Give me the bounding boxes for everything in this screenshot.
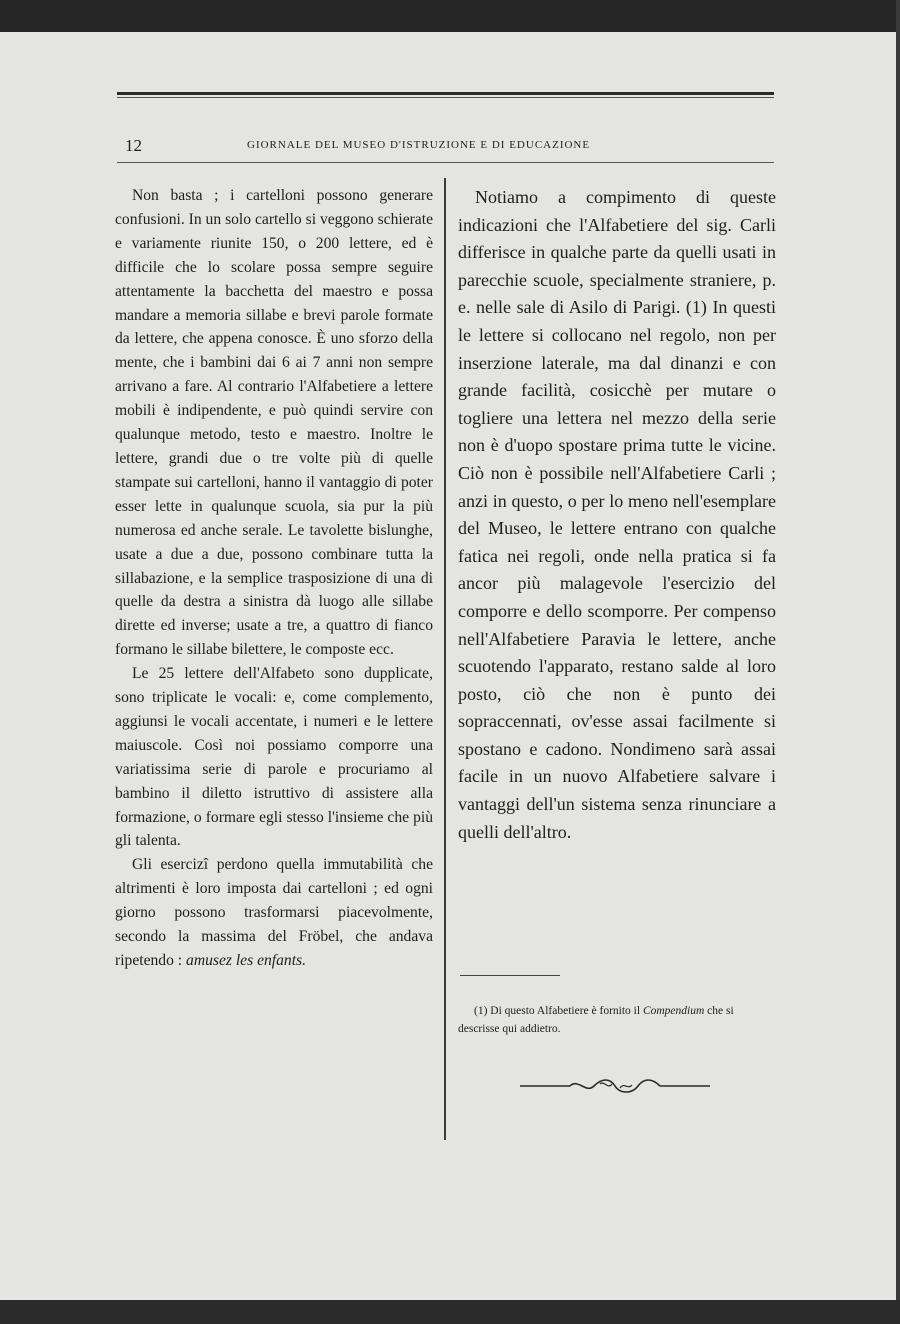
footnote-text: (1) Di questo Alfabetiere è fornito il — [474, 1005, 643, 1017]
header-rule-thin — [117, 97, 774, 98]
ornament-divider-icon — [520, 1076, 710, 1096]
left-paragraph-3 — [115, 853, 433, 973]
left-paragraph-3-text: Gli esercizî perdono quella immutabilità che altrimenti è loro imposta dai cartelloni ; ed ogni giorno possono trasformarsi piacevolmente, secondo la massima del Fröbel, che andava ripetendo : — [115, 856, 433, 969]
scan-bottom-border — [0, 1300, 900, 1324]
header-underline — [117, 162, 774, 163]
left-paragraph-3-quote: amusez les enfants. — [186, 952, 307, 969]
left-paragraph-1: Non basta ; i cartelloni possono generare confusioni. In un solo cartello si veggono schierate e variamente riunite 150, o 200 lettere, ed è difficile che lo scolare possa sempre seguire attentamente la bacchetta del maestro e possa mandare a memoria sillabe e brevi parole formate da lettere, che appena conosce. È uno sforzo della mente, che i bambini dai 6 ai 7 anni non sempre arrivano a fare. Al contrario l'Alfabetiere a lettere mobili è indipendente, e può quindi servire con qualunque metodo, testo e maestro. Inoltre le lettere, grandi due o tre volte più di quelle stampate sui cartelloni, hanno il vantaggio di poter esser lette in qualunque scuola, sia pur la più numerosa ed anche serale. Le tavolette bislunghe, usate a due a due, possono combinare tutta la sillabazione, e la semplice trasposizione di una di quelle da destra a sinistra dà luogo alle sillabe dirette ed inverse; usate a tre, a quattro di fianco formano le sillabe bilettere, le composte ecc. — [115, 187, 433, 659]
footnote-text-end: che si descrisse qui addietro. — [458, 1005, 734, 1035]
footnote-rule — [460, 975, 560, 976]
left-paragraph-2: Le 25 lettere dell'Alfabeto sono dupplicate, sono triplicate le vocali: e, come complemento, aggiunsi le vocali accentate, i numeri e le lettere maiuscole. Così noi possiamo comporre una variatissima serie di parole e procuriamo al bambino il diletto istruttivo di assistere alla formazione, o formare egli stesso l'insieme che più gli talenta. — [115, 665, 433, 850]
left-column — [115, 184, 433, 973]
header-rule-thick — [117, 92, 774, 95]
right-paragraph-1: Notiamo a compimento di queste indicazioni che l'Alfabetiere del sig. Carli differisce in qualche parte da quelli usati in parecchie scuole, specialmente straniere, p. e. nelle sale di Asilo di Parigi. (1) In questi le lettere si collocano nel regolo, non per inserzione laterale, ma dal dinanzi e con grande facilità, cosicchè per mutare o togliere una lettera nel mezzo della serie non è d'uopo spostare prima tutte le vicine. Ciò non è possibile nell'Alfabetiere Carli ; anzi in questo, o per lo meno nell'esemplare del Museo, le lettere entrano con qualche fatica nei regoli, onde nella pratica si fa ancor più malagevole l'esercizio del comporre e dello scomporre. Per compenso nell'Alfabetiere Paravia le lettere, anche scuotendo l'apparato, restano salde al loro posto, ciò che non è punto dei sopraccennati, ov'esse assai facilmente si spostano e cadono. Nondimeno sarà assai facile in un nuovo Alfabetiere salvare i vantaggi dell'un sistema senza rinunciare a quelli dell'altro. — [458, 187, 776, 842]
column-divider — [444, 178, 446, 1140]
scan-right-border — [896, 0, 900, 1324]
right-column — [458, 184, 776, 846]
running-head: GIORNALE DEL MUSEO D'ISTRUZIONE E DI EDUCAZIONE — [247, 139, 591, 151]
footnote — [458, 1002, 776, 1038]
page-header — [117, 136, 774, 156]
footnote-italic: Compendium — [642, 1005, 705, 1017]
scan-top-border — [0, 0, 900, 32]
page-number: 12 — [125, 136, 142, 155]
